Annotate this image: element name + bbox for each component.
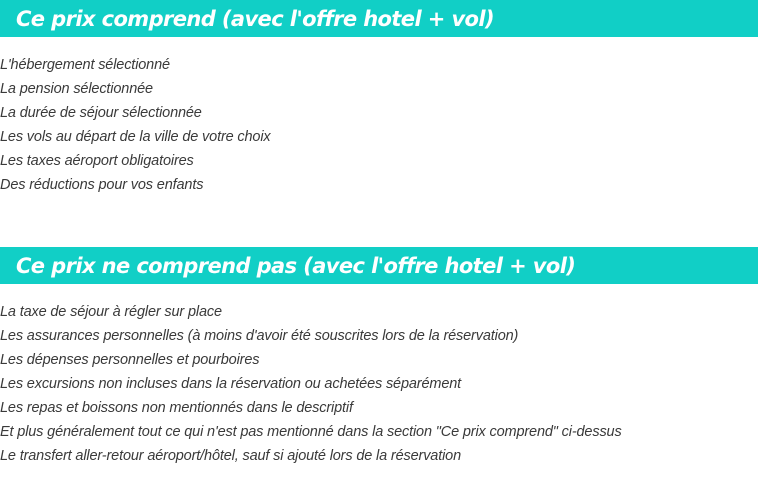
list-item: La taxe de séjour à régler sur place [0, 304, 222, 320]
list-item: Le transfert aller-retour aéroport/hôtel, sauf si ajouté lors de la réservation [0, 448, 461, 464]
list-item: Et plus généralement tout ce qui n'est pas mentionné dans la section "Ce prix comprend" ci-dessus [0, 424, 622, 440]
list-item: Les assurances personnelles (à moins d'avoir été souscrites lors de la réservation) [0, 328, 519, 344]
includes-section-title: Ce prix comprend (avec l'offre hotel + vol) [16, 6, 494, 31]
list-item: L'hébergement sélectionné [0, 57, 170, 73]
list-item: La durée de séjour sélectionnée [0, 105, 202, 121]
includes-section-header [0, 0, 758, 37]
list-item: Les repas et boissons non mentionnés dans le descriptif [0, 400, 353, 416]
list-item: Les dépenses personnelles et pourboires [0, 352, 260, 368]
list-item: Des réductions pour vos enfants [0, 177, 204, 193]
excludes-list [0, 300, 758, 468]
list-item: Les taxes aéroport obligatoires [0, 153, 194, 169]
includes-list [0, 53, 758, 197]
excludes-section-title: Ce prix ne comprend pas (avec l'offre hotel + vol) [16, 253, 576, 278]
list-item: Les excursions non incluses dans la réservation ou achetées séparément [0, 376, 462, 392]
excludes-section-header [0, 247, 758, 284]
list-item: La pension sélectionnée [0, 81, 153, 97]
list-item: Les vols au départ de la ville de votre choix [0, 129, 271, 145]
